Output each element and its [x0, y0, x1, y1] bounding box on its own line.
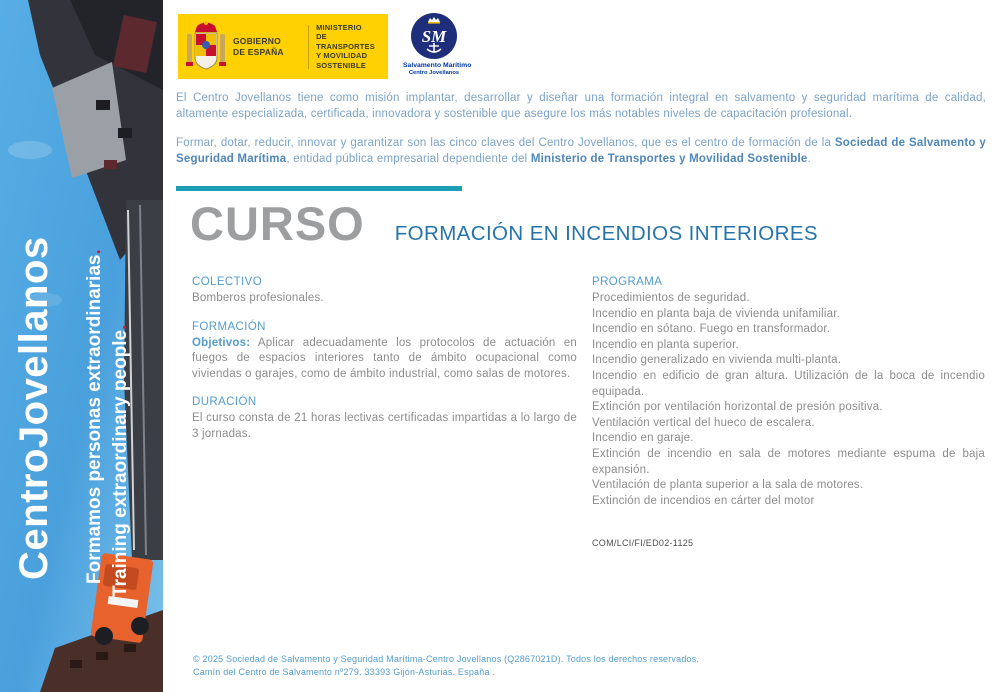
sm-logo-title: Salvamento Marítimo — [403, 62, 472, 69]
svg-text:SM: SM — [421, 27, 447, 46]
sm-anchor-emblem-icon — [410, 12, 458, 60]
intro-paragraph-1: El Centro Jovellanos tiene como misión implantar, desarrollar y diseñar una formación integral en salvamento y seguridad marítima de calidad, altamente especializada, certificada, innovadora y sostenible que asegure los más notables niveles de capacitación profesional. — [176, 92, 986, 120]
program-list — [592, 291, 985, 509]
gobierno-de-espana-label: GOBIERNO DE ESPAÑA — [233, 36, 284, 57]
brand-name-text: CentroJovellanos — [12, 236, 56, 580]
course-header — [190, 196, 818, 251]
program-item: Extinción por ventilación horizontal de presión positiva. — [592, 401, 883, 414]
red-dot: . — [84, 249, 105, 255]
program-item: Incendio en planta superior. — [592, 338, 739, 351]
program-item: Extinción de incendios en cárter del motor — [592, 494, 815, 507]
formacion-text: Objetivos: Aplicar adecuadamente los protocolos de actuación en fuegos de espacios interiores tanto de ámbito ocupacional como viviendas o garajes, como de ámbito industrial, como salas de motores. — [192, 336, 577, 380]
section-heading-programa: PROGRAMA — [592, 276, 663, 288]
section-heading-formacion: FORMACIÓN — [192, 320, 266, 333]
teal-divider-rule — [176, 186, 462, 191]
footer-copyright: © 2025 Sociedad de Salvamento y Seguridad Marítima-Centro Jovellanos (Q2867021D). Todos los derechos reservados. — [193, 654, 700, 664]
program-item: Incendio en planta baja de vivienda unifamiliar. — [592, 307, 841, 320]
section-heading-colectivo: COLECTIVO — [192, 276, 263, 288]
side-photo-strip — [0, 0, 163, 692]
program-item: Extinción de incendio en sala de motores mediante espuma de baja expansión. — [592, 447, 985, 476]
salvamento-maritimo-logo — [403, 12, 472, 76]
tagline-english: Training extraordinary people. — [110, 324, 131, 597]
colectivo-text: Bomberos profesionales. — [192, 292, 324, 304]
ministerio-label: MINISTERIO DE TRANSPORTES Y MOVILIDAD SOSTENIBLE — [316, 22, 375, 70]
brand-wordmark — [12, 236, 57, 580]
program-item: Incendio en sótano. Fuego en transformador. — [592, 323, 831, 336]
intro-block — [176, 90, 986, 180]
program-item: Incendio en garaje. — [592, 432, 694, 445]
program-item: Incendio generalizado en vivienda multi-planta. — [592, 354, 842, 367]
program-item: Ventilación vertical del hueco de escalera. — [592, 416, 815, 429]
program-item: Procedimientos de seguridad. — [592, 292, 750, 304]
course-reference-code: COM/LCI/FI/ED02-1125 — [592, 538, 694, 548]
government-ministry-logo — [178, 14, 388, 79]
footer-legal — [193, 653, 699, 678]
course-kicker: CURSO — [190, 197, 365, 250]
program-column — [592, 276, 985, 509]
program-item: Ventilación de planta superior a la sala de motores. — [592, 479, 864, 492]
spain-coat-of-arms-icon — [185, 20, 227, 73]
tagline-spanish: Formamos personas extraordinarias. — [84, 249, 105, 584]
sm-logo-subtitle: Centro Jovellanos — [408, 70, 460, 76]
intro-paragraph-2: Formar, dotar, reducir, innovar y garantizar son las cinco claves del Centro Jovellanos, que es el centro de formación de la Sociedad de Salvamento y Seguridad Marítima, entidad pública empresarial dependiente del Ministerio de Transportes y Movilidad Sostenible. — [176, 137, 987, 165]
duracion-text: El curso consta de 21 horas lectivas certificadas impartidas a lo largo de 3 jornadas. — [192, 412, 577, 440]
course-title: FORMACIÓN EN INCENDIOS INTERIORES — [394, 222, 818, 245]
details-column — [192, 276, 577, 456]
red-dot: . — [110, 324, 131, 330]
logo-divider — [308, 25, 309, 69]
footer-address: Camín del Centro de Salvamento nº279. 33393 Gijón-Asturias. España . — [193, 666, 496, 677]
program-item: Incendio en edificio de gran altura. Utilización de la boca de incendio equipada. — [592, 369, 985, 398]
objetivos-label: Objetivos: — [192, 336, 251, 349]
section-heading-duracion: DURACIÓN — [192, 396, 257, 408]
